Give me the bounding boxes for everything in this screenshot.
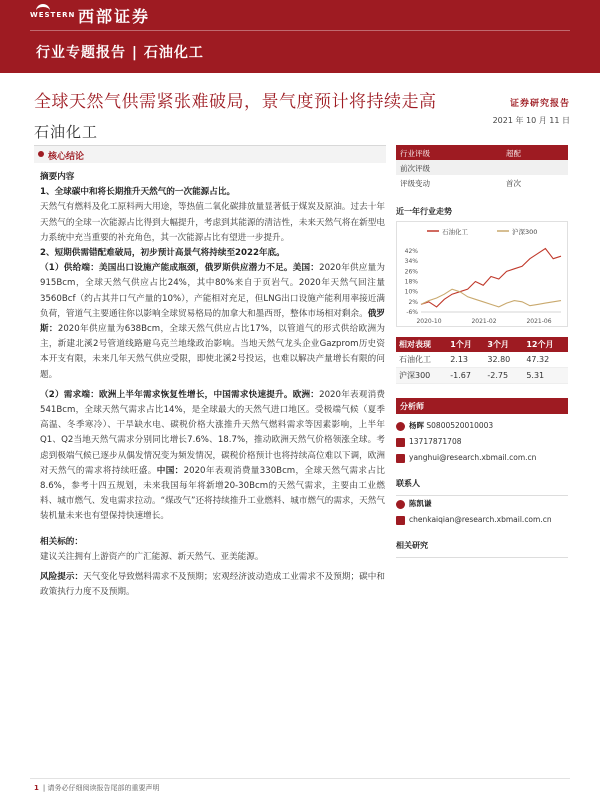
core-conclusion-header: [34, 145, 386, 163]
china-label: 中国：: [156, 465, 184, 476]
legend-label: 石油化工: [442, 228, 468, 236]
rating-label: 行业评级: [400, 149, 430, 158]
footer-text: | 请务必仔细阅读报告尾部的重要声明: [42, 784, 160, 792]
bullet-icon: [38, 151, 44, 157]
europe-label: 欧洲：: [292, 389, 320, 400]
supply-heading: （1）供给端：美国出口设施产能成瓶颈，俄罗斯供应潜力不足。: [40, 263, 293, 274]
series-line: [421, 289, 561, 307]
table-row: [396, 352, 568, 368]
legend-label: 沪深300: [512, 228, 538, 236]
table-row: [396, 368, 568, 384]
y-tick-label: 10%: [404, 288, 418, 296]
paragraph-2: [40, 261, 385, 383]
rating-row: [396, 145, 568, 160]
paragraph-1: 天然气有燃料及化工原料两大用途，等热值二氧化碳排放量显著低于煤炭及原油。过去十年天然气的全球一次能源占比得到大幅提升，考虑到其能源的清洁性，未来天然气将在新型电力系统中充当重要的补充角色，其一次能源占比有望进一步提升。: [40, 202, 385, 243]
related-text: 建议关注拥有上游资产的广汇能源、新天然气、亚美能源。: [40, 551, 264, 562]
summary-label: 摘要内容: [40, 172, 75, 182]
perf-cell: -1.67: [447, 368, 484, 384]
person-icon: [396, 422, 405, 431]
russia-text: 2020年供应量为638Bcm，全球天然气供应占比17%，以管道气的形式供给欧洲为主，新建北溪2号管道线路避乌克兰地缘政治影响。当地天然气龙头企业Gazprom历史资本开支有限，未来几年天然气供应受限，即使北溪2号投运，也难以解决产量增长有限的问题。: [40, 324, 385, 380]
prev-rating-label: 前次评级: [400, 164, 430, 173]
europe-text: 2020年表观消费541Bcm，全球天然气需求占比14%，是全球最大的天然气进口地区。受极端气候（夏季高温、冬季寒冷）、干旱缺水电、碳税价格大涨推升天然气燃料需求等因素影响，上半年Q1、Q2当地天然气需求分别同比增长7.6%、18.7%，推动欧洲天然气价格领涨全球。考虑到极端气候已逐步从偶发情况变为频发情况，碳税价格预计也将持续高位难以下调，欧洲对天然气的需求将持续旺盛。: [40, 389, 385, 476]
perf-cell: -2.75: [484, 368, 523, 384]
analyst-contact: [396, 418, 568, 558]
footer: [34, 783, 159, 793]
performance-header-row: [396, 337, 568, 352]
logo-en: WESTERN: [30, 11, 76, 19]
performance-table: [396, 337, 568, 384]
y-tick-label: 42%: [404, 248, 418, 256]
perf-cell: 石油化工: [396, 352, 447, 368]
risk-label: 风险提示：: [40, 572, 84, 583]
liaison-name: 陈凯谦: [409, 499, 432, 508]
perf-header: 12个月: [523, 337, 568, 352]
russia-label: 俄罗斯：: [40, 308, 385, 335]
footer-divider: [30, 778, 570, 779]
page-number: 1: [34, 784, 39, 792]
sidebar: [396, 145, 568, 558]
perf-cell: 沪深300: [396, 368, 447, 384]
mail-icon: [396, 454, 405, 463]
header-divider: [30, 30, 570, 31]
perf-cell: 47.32: [523, 352, 568, 368]
page-title: 全球天然气供需紧张难破局，景气度预计将持续走高: [34, 92, 437, 112]
analyst-cert: S0800520010003: [426, 421, 494, 430]
logo-cn: 西部证券: [78, 7, 151, 26]
trend-chart-svg: [397, 222, 567, 326]
rating-value: 超配: [506, 149, 521, 158]
analyst-email[interactable]: yanghui@research.xbmail.com.cn: [409, 453, 537, 462]
china-text: 2020年表观消费量330Bcm，全球天然气需求占比8.6%，参考十四五规划，未来我国每年将新增20-30Bcm的天然气需求，主要由工业燃料、城市燃气、发电需求拉动。“煤改气”还将持续推升工业燃料、城市燃气的需求，天然气装机量未来也有望保持快速增长。: [40, 465, 385, 522]
rating-change-row: [396, 175, 568, 190]
rating-change-value: 首次: [506, 179, 521, 188]
trend-chart: [396, 221, 568, 327]
perf-header: 相对表现: [396, 337, 447, 352]
header-bar: [0, 0, 600, 73]
x-tick-label: 2020-10: [416, 318, 442, 325]
series-line: [421, 249, 561, 307]
usa-text: 2020年供应量为915Bcm，全球天然气供应占比24%，其中80%来自于页岩气。2020年天然气回注量3560Bcf（约占其井口气产量的10%），产能相对充足，但LNG出口设施产能利用率接近满负荷，管道气主要通往你以影响全球贸易格局的加拿大和墨西哥，整体市场相对剩余。: [40, 263, 385, 319]
related-label: 相关标的：: [40, 536, 83, 547]
y-tick-label: 2%: [408, 298, 418, 306]
risk-paragraph: [40, 570, 385, 600]
related-research-header: 相关研究: [396, 541, 428, 550]
perf-cell: 32.80: [484, 352, 523, 368]
perf-cell: 2.13: [447, 352, 484, 368]
usa-label: 美国：: [292, 263, 320, 274]
analyst-name: 杨晖: [409, 421, 424, 430]
y-tick-label: 26%: [404, 268, 418, 276]
series-label: 证券研究报告: [509, 99, 570, 109]
perf-cell: 5.31: [523, 368, 568, 384]
liaison-header: 联系人: [396, 479, 420, 488]
x-tick-label: 2021-02: [471, 318, 497, 325]
rating-change-label: 评级变动: [400, 179, 430, 188]
analyst-phone: 13717871708: [409, 437, 462, 446]
mail-icon: [396, 516, 405, 525]
demand-heading: （2）需求端：欧洲上半年需求恢复性增长，中国需求快速提升。: [40, 389, 293, 400]
phone-icon: [396, 438, 405, 447]
main-body: [40, 170, 385, 600]
x-tick-label: 2021-06: [526, 318, 552, 325]
y-tick-label: -6%: [406, 309, 418, 316]
logo-icon: [36, 4, 50, 11]
industry-label: 石油化工: [34, 123, 99, 141]
liaison-email[interactable]: chenkaiqian@research.xbmail.com.cn: [409, 515, 552, 524]
y-tick-label: 18%: [404, 278, 418, 286]
y-tick-label: 34%: [404, 258, 418, 266]
paragraph-3: [40, 388, 385, 525]
risk-text: 天气变化导致燃料需求不及预期；宏观经济波动造成工业需求不及预期；碳中和政策执行力度不及预期。: [40, 572, 385, 598]
report-date: 2021 年 10 月 11 日: [492, 116, 570, 125]
core-conclusion-title: 核心结论: [48, 152, 85, 162]
section-heading-1: 1、全球碳中和将长期推升天然气的一次能源占比。: [40, 187, 236, 198]
person-icon: [396, 500, 405, 509]
chart-title: 近一年行业走势: [396, 207, 452, 216]
report-type: 行业专题报告 | 石油化工: [36, 45, 204, 61]
perf-header: 3个月: [484, 337, 523, 352]
analyst-header: 分析师: [396, 398, 568, 414]
prev-rating-row: [396, 160, 568, 175]
perf-header: 1个月: [447, 337, 484, 352]
section-heading-2: 2、短期供需错配难破局，初步预计高景气将持续至2022年底。: [40, 248, 285, 259]
